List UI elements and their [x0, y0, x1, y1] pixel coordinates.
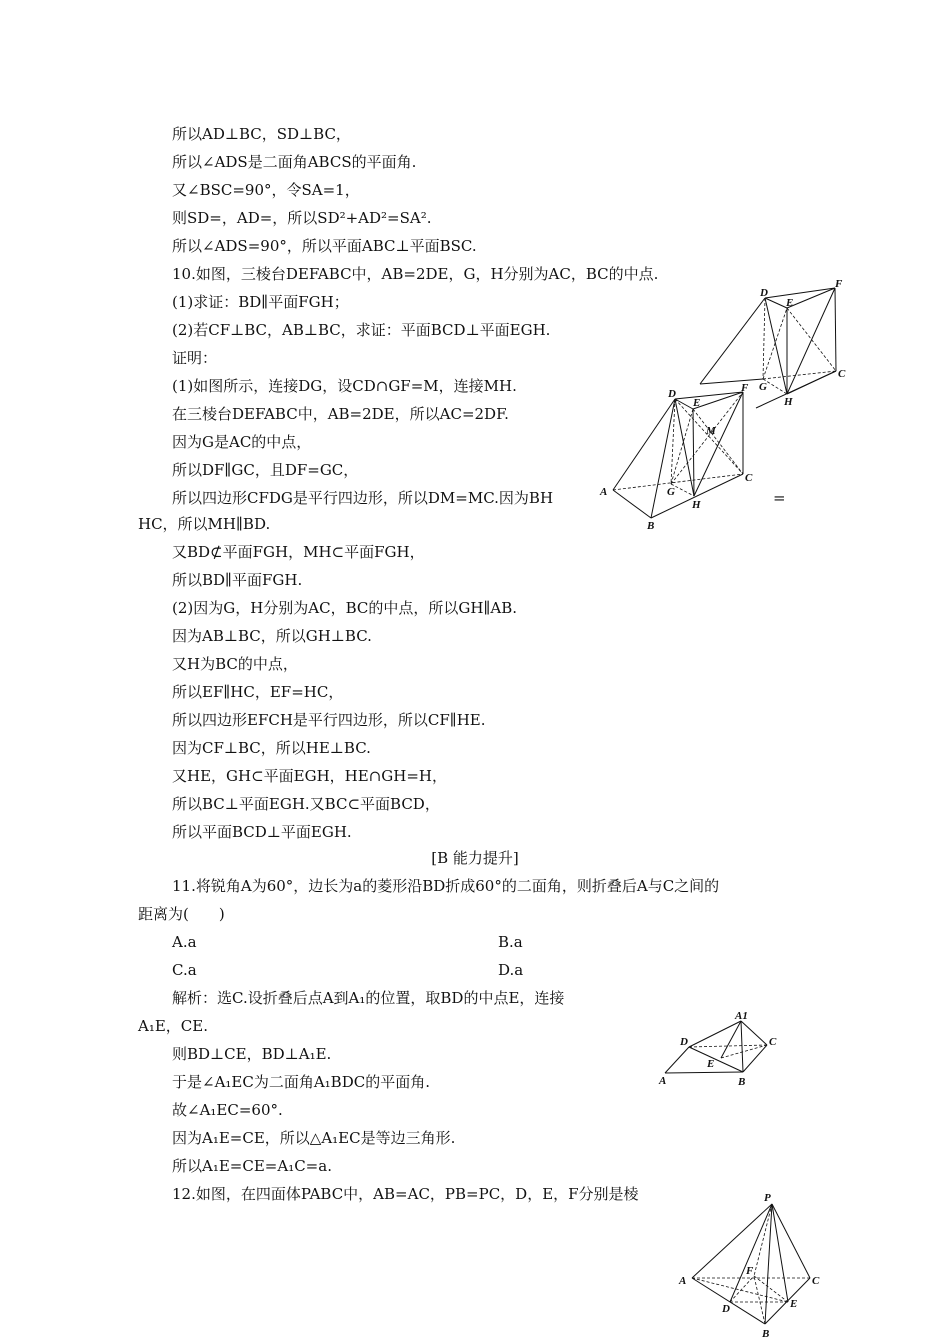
section-heading: [B 能力提升] [431, 849, 519, 867]
fig3-label-a: A [659, 1075, 667, 1087]
fig3-label-a1: A1 [735, 1010, 748, 1022]
text-line: HC，所以MH∥BD. [138, 515, 271, 533]
fig3-label-e: E [707, 1058, 715, 1070]
text-line: A₁E，CE. [138, 1017, 208, 1035]
fig4-label-f: F [746, 1265, 754, 1277]
fig2-label-a: A [600, 486, 608, 498]
option-d: D.a [498, 961, 524, 979]
fig4-label-e: E [790, 1298, 798, 1310]
fig3-label-b: B [738, 1076, 746, 1088]
text-line: 所以∠ADS=90°，所以平面ABC⊥平面BSC. [172, 237, 477, 255]
text-line: 因为AB⊥BC，所以GH⊥BC. [172, 627, 372, 645]
text-line: 又BD⊄平面FGH，MH⊂平面FGH， [172, 543, 425, 561]
text-line: 又∠BSC=90°，令SA=1， [172, 181, 360, 199]
text-line: = [773, 489, 786, 507]
fig1-label-d: D [760, 287, 768, 299]
fig2-label-f: F [741, 382, 749, 394]
fig4-label-a: A [679, 1275, 687, 1287]
fig2-label-b: B [647, 520, 655, 532]
problem-12-stem: 12.如图，在四面体PABC中，AB=AC，PB=PC，D，E，F分别是棱 [172, 1185, 639, 1203]
text-line: 因为A₁E=CE，所以△A₁EC是等边三角形. [172, 1129, 456, 1147]
fig2-label-d: D [668, 388, 676, 400]
text-line: 所以BC⊥平面EGH.又BC⊂平面BCD， [172, 795, 440, 813]
text-line: 所以∠ADS是二面角ABCS的平面角. [172, 153, 417, 171]
text-line: (2)因为G，H分别为AC，BC的中点，所以GH∥AB. [172, 599, 518, 617]
text-line: 所以AD⊥BC，SD⊥BC， [172, 125, 351, 143]
option-a: A.a [172, 933, 197, 951]
fig2-label-c: C [745, 472, 753, 484]
frustum-figure-2 [595, 382, 765, 535]
text-line: 所以四边形CFDG是平行四边形，所以DM=MC.因为BH [172, 489, 554, 507]
fig3-label-c: C [769, 1036, 777, 1048]
text-line: 则SD=，AD=，所以SD²+AD²=SA². [172, 209, 432, 227]
text-line: 所以DF∥GC，且DF=GC， [172, 461, 359, 479]
text-line: 所以A₁E=CE=A₁C=a. [172, 1157, 332, 1175]
fig1-label-g: G [759, 381, 767, 393]
fig2-label-e: E [693, 397, 701, 409]
option-b: B.a [498, 933, 523, 951]
text-line: 因为CF⊥BC，所以HE⊥BC. [172, 739, 371, 757]
fig2-label-g: G [667, 486, 675, 498]
folded-rhombus-figure [655, 1010, 785, 1090]
text-line: (2)若CF⊥BC，AB⊥BC，求证：平面BCD⊥平面EGH. [172, 321, 551, 339]
fig1-label-h: H [784, 396, 793, 408]
text-line: 又H为BC的中点， [172, 655, 298, 673]
text-line: 所以四边形EFCH是平行四边形，所以CF∥HE. [172, 711, 486, 729]
text-line: (1)求证：BD∥平面FGH； [172, 293, 349, 311]
problem-10-stem: 10.如图，三棱台DEFABC中，AB=2DE，G，H分别为AC，BC的中点. [172, 265, 659, 283]
option-c: C.a [172, 961, 197, 979]
text-line: (1)如图所示，连接DG，设CD∩GF=M，连接MH. [172, 377, 517, 395]
text-line: 所以平面BCD⊥平面EGH. [172, 823, 352, 841]
text-line: 所以BD∥平面FGH. [172, 571, 303, 589]
problem-11-stem: 11.将锐角A为60°，边长为a的菱形沿BD折成60°的二面角，则折叠后A与C之间的 [172, 877, 720, 895]
text-line: 故∠A₁EC=60°. [172, 1101, 283, 1119]
fig3-label-d: D [680, 1036, 688, 1048]
text-line: 于是∠A₁EC为二面角A₁BDC的平面角. [172, 1073, 430, 1091]
fig2-label-m: M [706, 425, 716, 437]
fig4-label-c: C [812, 1275, 820, 1287]
text-line: 所以EF∥HC，EF=HC， [172, 683, 344, 701]
text-line: 解析：选C.设折叠后点A到A₁的位置，取BD的中点E，连接 [172, 989, 565, 1007]
tetrahedron-figure [670, 1192, 830, 1342]
text-line: 在三棱台DEFABC中，AB=2DE，所以AC=2DF. [172, 405, 509, 423]
fig4-label-d: D [722, 1303, 730, 1315]
fig4-label-p: P [764, 1192, 771, 1204]
text-line: 又HE，GH⊂平面EGH，HE∩GH=H， [172, 767, 447, 785]
text-line: 则BD⊥CE，BD⊥A₁E. [172, 1045, 332, 1063]
text-line: 证明： [172, 349, 218, 367]
text-line: 距离为( ) [138, 905, 225, 923]
fig1-label-f: F [835, 278, 843, 290]
text-line: 因为G是AC的中点， [172, 433, 312, 451]
fig1-label-c: C [838, 368, 846, 380]
fig4-label-b: B [762, 1328, 770, 1340]
fig2-label-h: H [692, 499, 701, 511]
fig1-label-e: E [786, 297, 794, 309]
